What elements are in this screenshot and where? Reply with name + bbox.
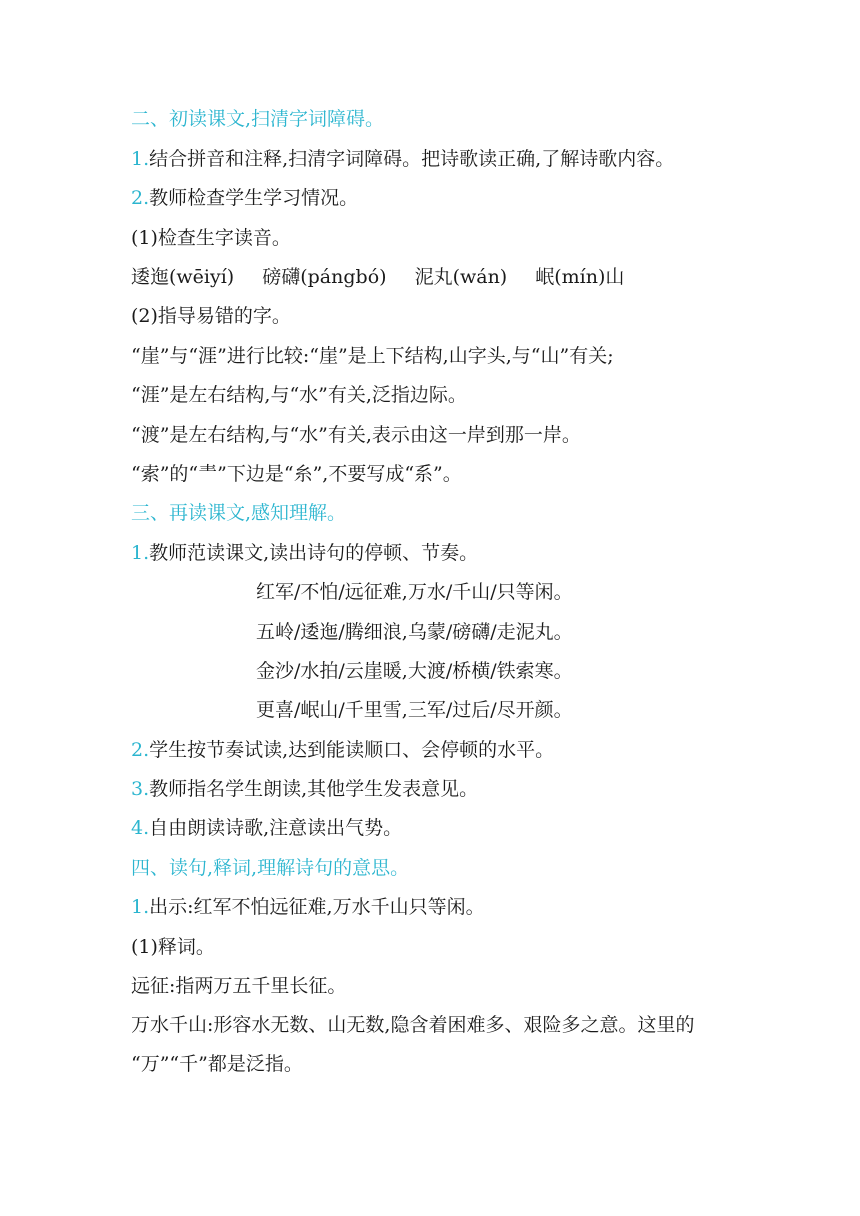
paragraph-3-2 [131, 737, 780, 763]
item-text: 学生按节奏试读,达到能读顺口、会停顿的水平。 [149, 739, 555, 761]
poem-line: 金沙/水拍/云崖暖,大渡/桥横/铁索寒。 [256, 660, 573, 682]
section-heading-3: 三、再读课文,感知理解。 [131, 502, 347, 524]
note-line: “涯”是左右结构,与“水”有关,泛指边际。 [131, 384, 467, 406]
item-number: 1. [131, 542, 150, 564]
item-text: 教师范读课文,读出诗句的停顿、节奏。 [149, 542, 479, 564]
sub-item-2-1: (1)检查生字读音。 [131, 227, 291, 249]
definition-line-continued: “万”“千”都是泛指。 [131, 1053, 303, 1075]
item-number: 1. [131, 148, 150, 170]
note-line: “崖”与“涯”进行比较:“崖”是上下结构,山字头,与“山”有关; [131, 345, 614, 367]
item-number: 2. [131, 187, 150, 209]
definition-line: 远征:指两万五千里长征。 [131, 975, 347, 997]
item-number: 3. [131, 778, 150, 800]
poem-line: 红军/不怕/远征难,万水/千山/只等闲。 [256, 581, 573, 603]
pinyin-item: 岷(mín)山 [535, 266, 625, 288]
paragraph-2-1 [131, 146, 780, 172]
item-text: 出示:红军不怕远征难,万水千山只等闲。 [149, 896, 485, 918]
paragraph-3-3 [131, 776, 780, 802]
paragraph-2-2 [131, 185, 780, 211]
paragraph-3-4 [131, 815, 780, 841]
sub-item-2-2: (2)指导易错的字。 [131, 305, 291, 327]
sub-item-4-1: (1)释词。 [131, 936, 215, 958]
pinyin-list [131, 264, 780, 290]
note-line: “渡”是左右结构,与“水”有关,表示由这一岸到那一岸。 [131, 424, 581, 446]
pinyin-item: 磅礴(pángbó) [262, 266, 387, 288]
definition-line: 万水千山:形容水无数、山无数,隐含着困难多、艰险多之意。这里的 [131, 1014, 695, 1036]
poem-line: 五岭/逶迤/腾细浪,乌蒙/磅礴/走泥丸。 [256, 621, 573, 643]
item-text: 教师指名学生朗读,其他学生发表意见。 [149, 778, 479, 800]
item-number: 4. [131, 817, 150, 839]
item-number: 2. [131, 739, 150, 761]
pinyin-item: 泥丸(wán) [414, 266, 508, 288]
note-line: “索”的“龶”下边是“糸”,不要写成“系”。 [131, 463, 462, 485]
paragraph-3-1 [131, 540, 780, 566]
item-text: 教师检查学生学习情况。 [149, 187, 359, 209]
paragraph-4-1 [131, 894, 780, 920]
poem-line: 更喜/岷山/千里雪,三军/过后/尽开颜。 [256, 699, 573, 721]
section-heading-4: 四、读句,释词,理解诗句的意思。 [131, 857, 410, 879]
item-number: 1. [131, 896, 150, 918]
item-text: 自由朗读诗歌,注意读出气势。 [149, 817, 403, 839]
pinyin-item: 逶迤(wēiyí) [131, 266, 235, 288]
item-text: 结合拼音和注释,扫清字词障碍。把诗歌读正确,了解诗歌内容。 [149, 148, 675, 170]
section-heading-2: 二、初读课文,扫清字词障碍。 [131, 108, 385, 130]
